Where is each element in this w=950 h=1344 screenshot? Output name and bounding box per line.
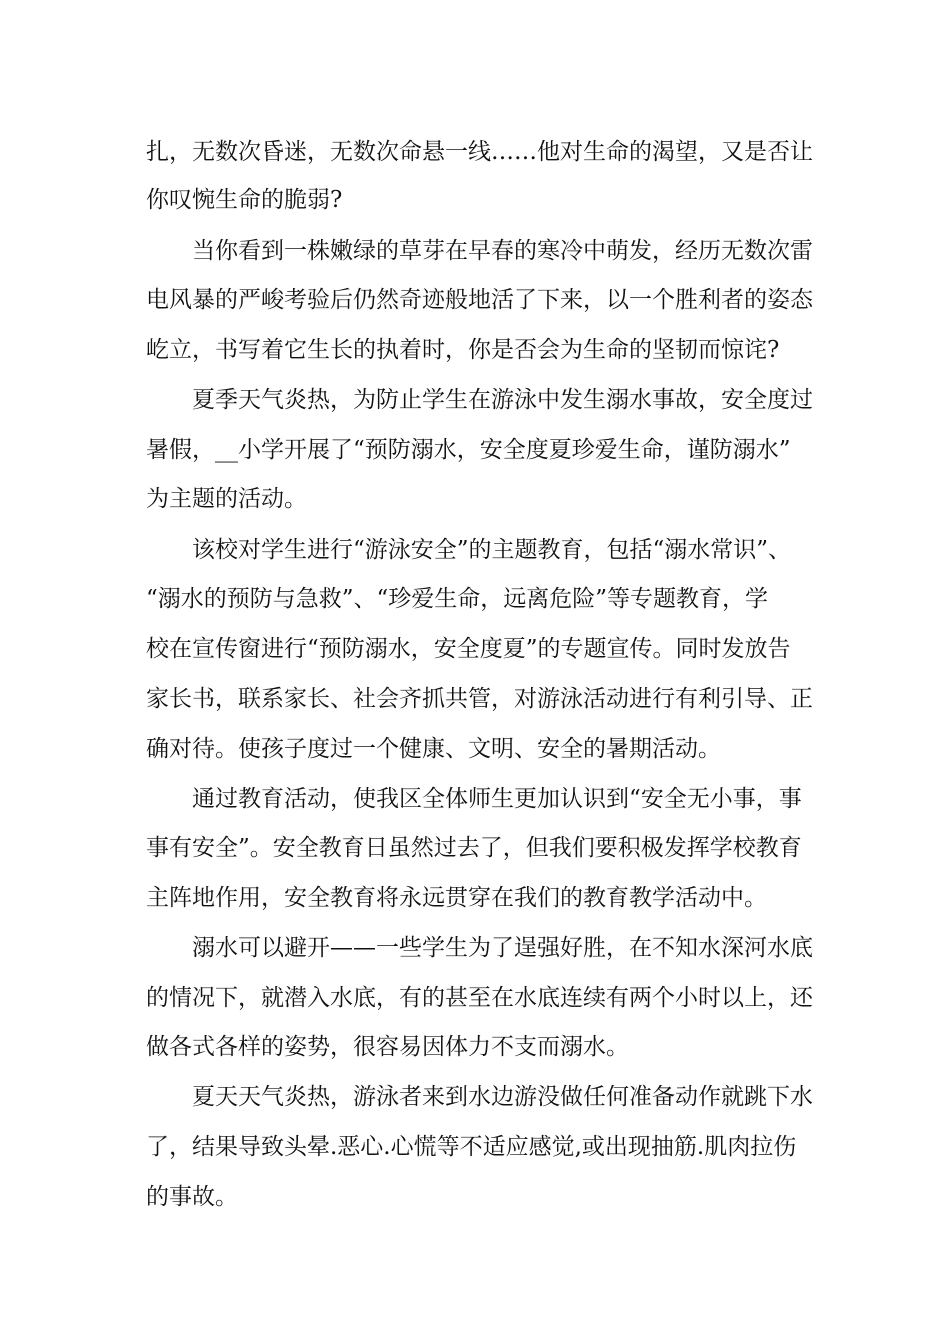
text-line: 事有安全”。安全教育日虽然过去了，但我们要积极发挥学校教育: [146, 835, 802, 861]
text-line: 夏天天气炎热，游泳者来到水边游没做任何准备动作就跳下水: [192, 1084, 813, 1110]
text-line: 溺水可以避开——一些学生为了逞强好胜，在不知水深河水底: [192, 935, 813, 961]
text-line: 确对待。使孩子度过一个健康、文明、安全的暑期活动。: [146, 736, 721, 762]
text-line: 电风暴的严峻考验后仍然奇迹般地活了下来，以一个胜利者的姿态: [146, 287, 813, 313]
text-line: “溺水的预防与急救”、“珍爱生命，远离危险”等专题教育，学: [146, 586, 769, 612]
text-line: 屹立，书写着它生长的执着时，你是否会为生命的坚韧而惊诧?: [146, 337, 780, 363]
text-line: 主阵地作用，安全教育将永远贯穿在我们的教育教学活动中。: [146, 885, 767, 911]
text-line: 做各式各样的姿势，很容易因体力不支而溺水。: [146, 1034, 629, 1060]
text-line: 该校对学生进行“游泳安全”的主题教育，包括“溺水常识”、: [192, 537, 792, 563]
text-line: 扎，无数次昏迷，无数次命悬一线……他对生命的渴望，又是否让: [146, 139, 813, 165]
text-line: 你叹惋生命的脆弱?: [146, 187, 343, 213]
text-line: 夏季天气炎热，为防止学生在游泳中发生溺水事故，安全度过: [192, 387, 813, 413]
text-line: 校在宣传窗进行“预防溺水，安全度夏”的专题宣传。同时发放告: [146, 636, 791, 662]
text-line: 为主题的活动。: [146, 486, 307, 512]
text-line: 暑假，__小学开展了“预防溺水，安全度夏珍爱生命，谨防溺水”: [146, 437, 791, 463]
text-line: 的事故。: [146, 1184, 238, 1210]
text-line: 通过教育活动，使我区全体师生更加认识到“安全无小事，事: [192, 786, 802, 812]
text-line: 家长书，联系家长、社会齐抓共管，对游泳活动进行有利引导、正: [146, 686, 813, 712]
text-line: 了，结果导致头晕.恶心.心慌等不适应感觉,或出现抽筋.肌肉拉伤: [146, 1134, 797, 1160]
text-line: 当你看到一株嫩绿的草芽在早春的寒冷中萌发，经历无数次雷: [192, 238, 813, 264]
text-line: 的情况下，就潜入水底，有的甚至在水底连续有两个小时以上，还: [146, 985, 813, 1011]
